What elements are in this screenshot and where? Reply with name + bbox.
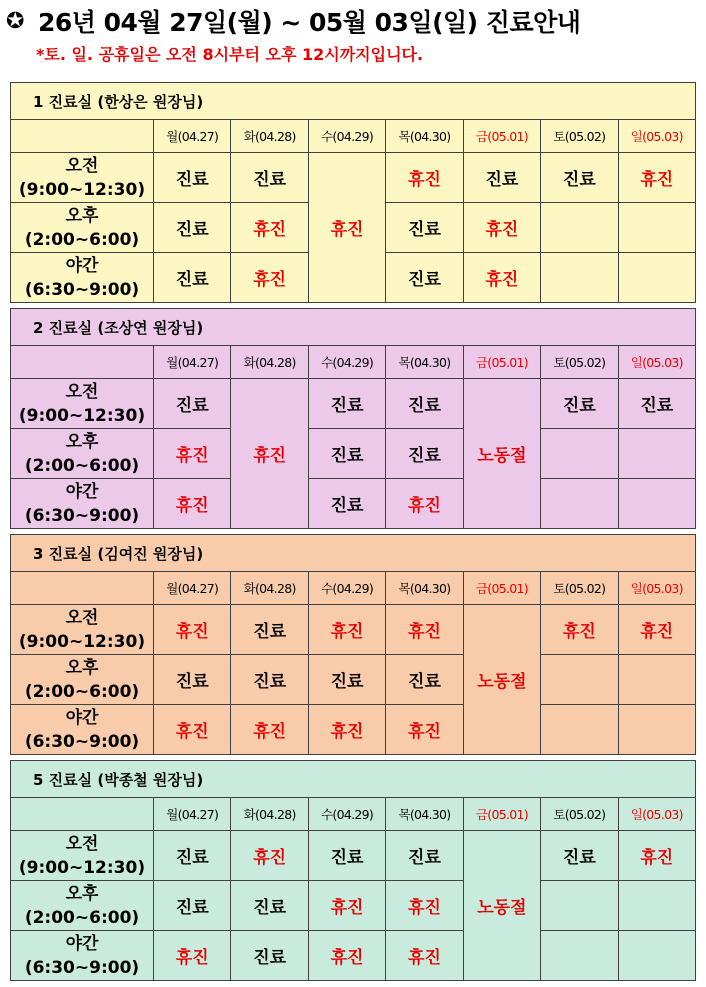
day-header: 토(05.02) [541, 572, 618, 605]
slot-name: 야간 [65, 933, 99, 954]
schedule-cell: 노동절 [463, 831, 540, 981]
schedule-cell: 진료 [154, 203, 231, 253]
slot-label [11, 705, 154, 755]
slot-name: 오전 [65, 833, 99, 854]
empty-cell [618, 429, 695, 479]
room-3-schedule [10, 534, 696, 755]
slot-name: 오전 [65, 155, 99, 176]
empty-cell [618, 705, 695, 755]
schedule-cell: 진료 [308, 479, 385, 529]
day-header-holiday: 금(05.01) [463, 572, 540, 605]
schedule-cell: 휴진 [386, 881, 463, 931]
schedule-cell: 진료 [541, 379, 618, 429]
slot-label [11, 931, 154, 981]
day-header-sunday: 일(05.03) [618, 120, 695, 153]
room-title: 2 진료실 (조상연 원장님) [11, 309, 696, 346]
schedule-cell: 휴진 [386, 605, 463, 655]
slot-label [11, 605, 154, 655]
slot-time: (6:30~9:00) [24, 957, 140, 978]
room-5-schedule [10, 760, 696, 981]
slot-label [11, 153, 154, 203]
schedule-cell: 휴진 [386, 705, 463, 755]
schedule-cell: 휴진 [231, 253, 308, 303]
empty-cell [618, 931, 695, 981]
schedule-cell: 휴진 [618, 153, 695, 203]
schedule-cell: 휴진 [463, 203, 540, 253]
schedule-cell: 휴진 [463, 253, 540, 303]
star-icon: ✪ [6, 8, 24, 34]
empty-cell [541, 655, 618, 705]
slot-name: 오후 [65, 205, 99, 226]
slot-time: (2:00~6:00) [24, 907, 140, 928]
schedule-cell: 휴진 [231, 705, 308, 755]
schedule-cell: 휴진 [541, 605, 618, 655]
schedule-cell: 휴진 [231, 379, 308, 529]
day-header: 토(05.02) [541, 346, 618, 379]
slot-label [11, 203, 154, 253]
room-1-schedule [10, 82, 696, 303]
day-header: 화(04.28) [231, 120, 308, 153]
empty-cell [541, 931, 618, 981]
page-title [6, 4, 580, 38]
empty-cell [618, 655, 695, 705]
schedule-cell: 진료 [231, 931, 308, 981]
schedule-cell: 진료 [541, 153, 618, 203]
empty-cell [541, 429, 618, 479]
slot-name: 오전 [65, 381, 99, 402]
schedule-cell: 진료 [231, 655, 308, 705]
slot-label [11, 429, 154, 479]
empty-cell [541, 705, 618, 755]
slot-name: 오전 [65, 607, 99, 628]
corner-cell [11, 120, 154, 153]
schedule-cell: 진료 [386, 379, 463, 429]
slot-name: 오후 [65, 657, 99, 678]
day-header-sunday: 일(05.03) [618, 798, 695, 831]
slot-time: (6:30~9:00) [24, 505, 140, 526]
day-header: 토(05.02) [541, 120, 618, 153]
day-header: 수(04.29) [308, 346, 385, 379]
slot-label [11, 379, 154, 429]
empty-cell [541, 253, 618, 303]
schedule-cell: 진료 [154, 655, 231, 705]
slot-time: (9:00~12:30) [18, 631, 146, 652]
slot-name: 야간 [65, 255, 99, 276]
schedule-cell: 진료 [154, 379, 231, 429]
schedule-cell: 진료 [386, 429, 463, 479]
day-header: 월(04.27) [154, 120, 231, 153]
day-header-sunday: 일(05.03) [618, 346, 695, 379]
schedule-cell: 휴진 [154, 429, 231, 479]
slot-label [11, 253, 154, 303]
day-header-holiday: 금(05.01) [463, 798, 540, 831]
day-header: 월(04.27) [154, 572, 231, 605]
empty-cell [618, 881, 695, 931]
schedule-cell: 진료 [386, 655, 463, 705]
schedule-cell: 노동절 [463, 605, 540, 755]
schedule-cell: 휴진 [308, 881, 385, 931]
schedule-cell: 진료 [463, 153, 540, 203]
slot-label [11, 655, 154, 705]
schedule-cell: 진료 [154, 153, 231, 203]
schedule-cell: 진료 [618, 379, 695, 429]
schedule-cell: 진료 [231, 881, 308, 931]
slot-time: (6:30~9:00) [24, 279, 140, 300]
schedule-cell: 휴진 [231, 831, 308, 881]
day-header: 수(04.29) [308, 120, 385, 153]
schedule-title: 26년 04월 27일(월) ~ 05월 03일(일) 진료안내 [37, 8, 581, 37]
slot-name: 야간 [65, 481, 99, 502]
schedule-cell: 휴진 [386, 931, 463, 981]
slot-name: 오후 [65, 431, 99, 452]
room-2-schedule [10, 308, 696, 529]
day-header: 월(04.27) [154, 346, 231, 379]
schedule-cell: 휴진 [154, 705, 231, 755]
schedule-cell: 진료 [154, 881, 231, 931]
slot-time: (2:00~6:00) [24, 229, 140, 250]
slot-name: 야간 [65, 707, 99, 728]
empty-cell [541, 479, 618, 529]
schedule-cell: 휴진 [618, 831, 695, 881]
slot-time: (6:30~9:00) [24, 731, 140, 752]
schedule-cell: 진료 [154, 831, 231, 881]
schedule-cell: 진료 [231, 153, 308, 203]
schedule-cell: 진료 [386, 203, 463, 253]
schedule-cell: 휴진 [386, 479, 463, 529]
schedule-cell: 진료 [308, 655, 385, 705]
schedule-cell: 진료 [308, 379, 385, 429]
empty-cell [618, 253, 695, 303]
schedule-cell: 진료 [308, 429, 385, 479]
corner-cell [11, 798, 154, 831]
room-title: 5 진료실 (박종철 원장님) [11, 761, 696, 798]
schedule-cell: 휴진 [154, 479, 231, 529]
day-header: 목(04.30) [386, 572, 463, 605]
slot-time: (9:00~12:30) [18, 857, 146, 878]
weekend-note: *토. 일. 공휴일은 오전 8시부터 오후 12시까지입니다. [36, 45, 424, 64]
schedule-cell: 진료 [231, 605, 308, 655]
slot-time: (9:00~12:30) [18, 179, 146, 200]
room-title: 1 진료실 (한상은 원장님) [11, 83, 696, 120]
schedule-cell: 휴진 [618, 605, 695, 655]
schedule-cell: 진료 [386, 831, 463, 881]
day-header: 화(04.28) [231, 572, 308, 605]
schedule-cell: 진료 [154, 253, 231, 303]
schedule-cell: 진료 [541, 831, 618, 881]
day-header: 목(04.30) [386, 798, 463, 831]
corner-cell [11, 346, 154, 379]
slot-time: (9:00~12:30) [18, 405, 146, 426]
schedule-cell: 휴진 [386, 153, 463, 203]
day-header-holiday: 금(05.01) [463, 346, 540, 379]
schedule-cell: 휴진 [308, 153, 385, 303]
slot-time: (2:00~6:00) [24, 455, 140, 476]
empty-cell [541, 203, 618, 253]
schedule-cell: 휴진 [308, 605, 385, 655]
day-header: 월(04.27) [154, 798, 231, 831]
slot-label [11, 479, 154, 529]
day-header: 토(05.02) [541, 798, 618, 831]
slot-label [11, 881, 154, 931]
slot-label [11, 831, 154, 881]
day-header: 수(04.29) [308, 798, 385, 831]
day-header: 화(04.28) [231, 798, 308, 831]
schedule-cell: 휴진 [308, 705, 385, 755]
schedule-cell: 노동절 [463, 379, 540, 529]
day-header: 수(04.29) [308, 572, 385, 605]
schedule-cell: 휴진 [308, 931, 385, 981]
slot-time: (2:00~6:00) [24, 681, 140, 702]
schedule-cell: 휴진 [231, 203, 308, 253]
day-header: 목(04.30) [386, 346, 463, 379]
empty-cell [618, 479, 695, 529]
slot-name: 오후 [65, 883, 99, 904]
day-header: 목(04.30) [386, 120, 463, 153]
corner-cell [11, 572, 154, 605]
day-header: 화(04.28) [231, 346, 308, 379]
schedule-cell: 휴진 [154, 931, 231, 981]
empty-cell [541, 881, 618, 931]
empty-cell [618, 203, 695, 253]
day-header-holiday: 금(05.01) [463, 120, 540, 153]
schedule-cell: 휴진 [154, 605, 231, 655]
schedule-cell: 진료 [308, 831, 385, 881]
day-header-sunday: 일(05.03) [618, 572, 695, 605]
room-title: 3 진료실 (김여진 원장님) [11, 535, 696, 572]
schedule-cell: 진료 [386, 253, 463, 303]
